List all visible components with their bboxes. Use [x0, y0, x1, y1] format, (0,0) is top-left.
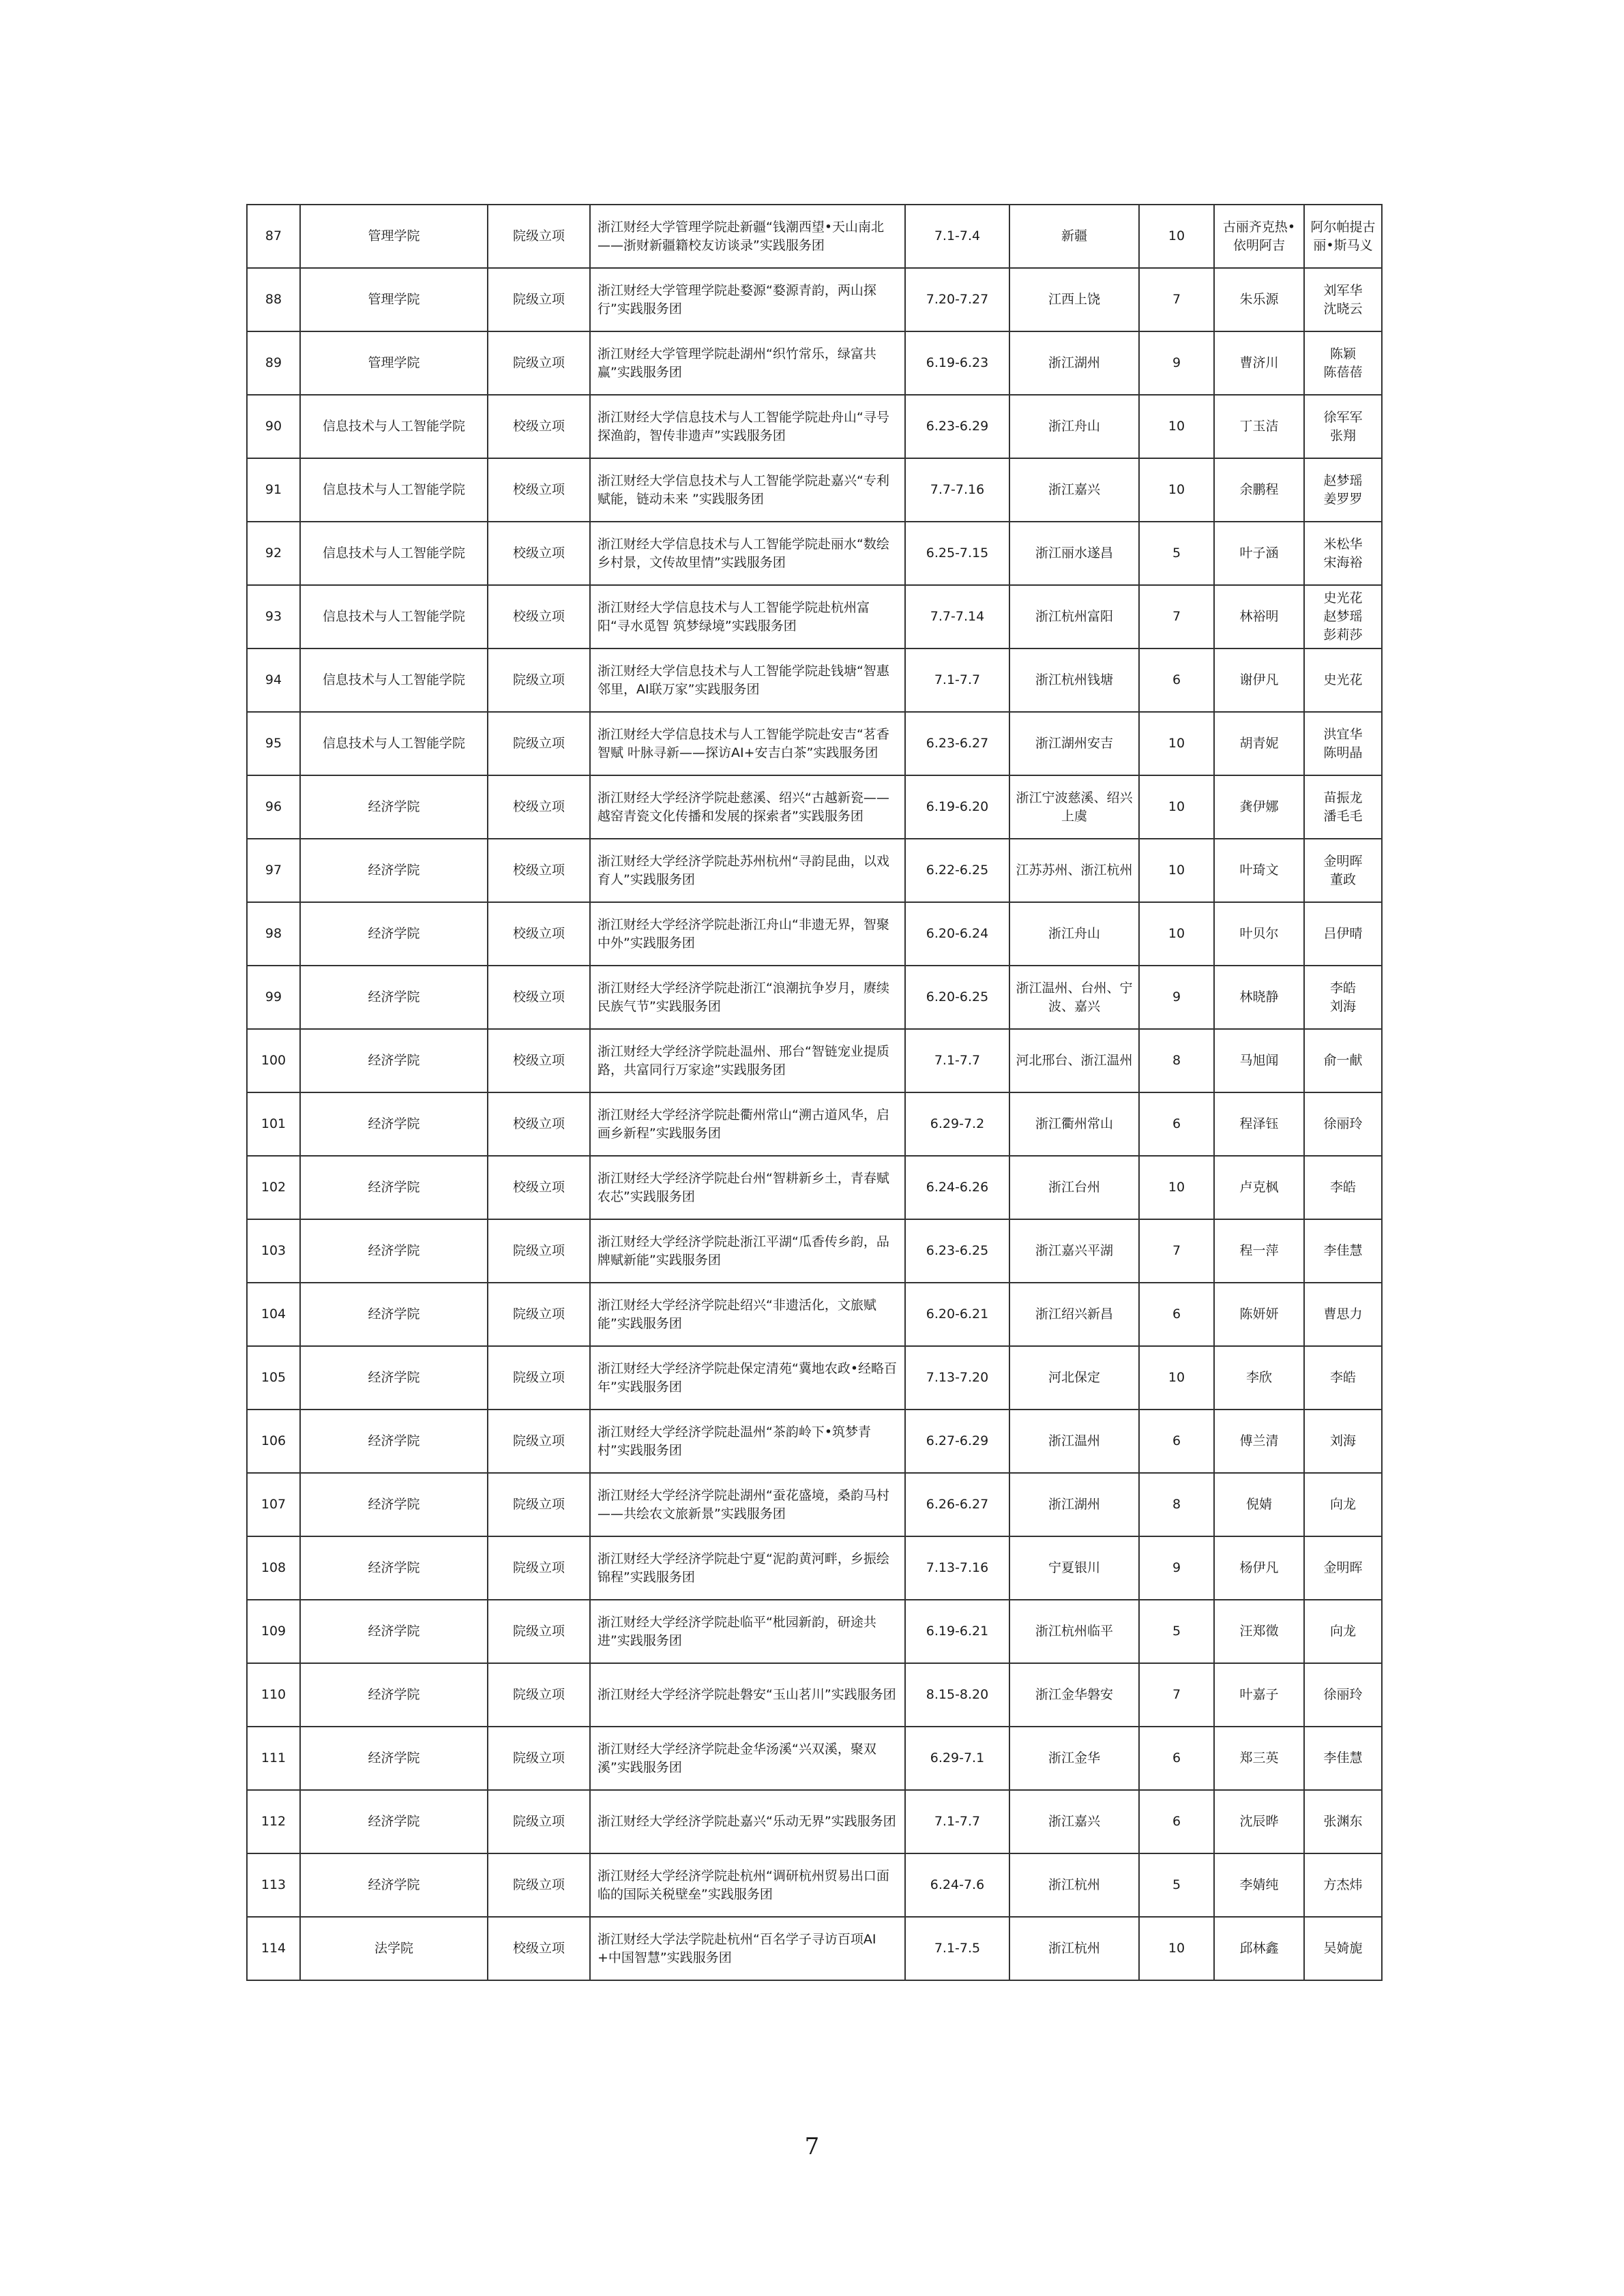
project-level-cell: 院级立项	[488, 1410, 590, 1473]
advisor-cell: 苗振龙 潘毛毛	[1304, 775, 1382, 839]
table-row	[247, 648, 1382, 712]
location-cell: 浙江杭州富阳	[1009, 585, 1139, 648]
member-count-cell: 5	[1139, 1853, 1214, 1917]
location-cell: 浙江衢州常山	[1009, 1092, 1139, 1156]
advisor-cell: 曹思力	[1304, 1283, 1382, 1346]
location-cell: 浙江嘉兴平湖	[1009, 1219, 1139, 1283]
member-count-cell: 10	[1139, 205, 1214, 268]
dates-cell: 6.23-6.27	[905, 712, 1009, 775]
table-row	[247, 1283, 1382, 1346]
project-level-cell: 院级立项	[488, 648, 590, 712]
dates-cell: 6.29-7.1	[905, 1727, 1009, 1790]
location-cell: 浙江绍兴新昌	[1009, 1283, 1139, 1346]
project-level-cell: 院级立项	[488, 1790, 590, 1853]
project-level-cell: 院级立项	[488, 1727, 590, 1790]
table-row	[247, 1029, 1382, 1092]
project-name-cell: 浙江财经大学经济学院赴苏州杭州“寻韵昆曲，以戏育人”实践服务团	[590, 839, 905, 902]
college-cell: 经济学院	[300, 1029, 488, 1092]
college-cell: 信息技术与人工智能学院	[300, 395, 488, 458]
member-count-cell: 10	[1139, 395, 1214, 458]
project-name-cell: 浙江财经大学经济学院赴湖州“蚕花盛境，桑韵马村——共绘农文旅新景”实践服务团	[590, 1473, 905, 1536]
location-cell: 江西上饶	[1009, 268, 1139, 331]
row-number-cell: 91	[247, 458, 300, 522]
dates-cell: 7.13-7.20	[905, 1346, 1009, 1410]
project-level-cell: 校级立项	[488, 775, 590, 839]
advisor-cell: 方杰炜	[1304, 1853, 1382, 1917]
project-level-cell: 院级立项	[488, 1663, 590, 1727]
table-row	[247, 1853, 1382, 1917]
college-cell: 经济学院	[300, 1727, 488, 1790]
member-count-cell: 6	[1139, 1410, 1214, 1473]
team-leader-cell: 叶琦文	[1214, 839, 1304, 902]
member-count-cell: 10	[1139, 839, 1214, 902]
dates-cell: 7.7-7.16	[905, 458, 1009, 522]
college-cell: 经济学院	[300, 1790, 488, 1853]
location-cell: 浙江舟山	[1009, 902, 1139, 966]
college-cell: 管理学院	[300, 331, 488, 395]
team-leader-cell: 汪郑徵	[1214, 1600, 1304, 1663]
advisor-cell: 刘军华 沈晓云	[1304, 268, 1382, 331]
project-level-cell: 院级立项	[488, 331, 590, 395]
location-cell: 宁夏银川	[1009, 1536, 1139, 1600]
location-cell: 浙江杭州	[1009, 1853, 1139, 1917]
team-leader-cell: 程泽钰	[1214, 1092, 1304, 1156]
team-leader-cell: 朱乐源	[1214, 268, 1304, 331]
team-leader-cell: 叶贝尔	[1214, 902, 1304, 966]
advisor-cell: 米松华 宋海裕	[1304, 522, 1382, 585]
team-leader-cell: 李欣	[1214, 1346, 1304, 1410]
team-leader-cell: 胡青妮	[1214, 712, 1304, 775]
advisor-cell: 金明晖 董政	[1304, 839, 1382, 902]
team-leader-cell: 卢克枫	[1214, 1156, 1304, 1219]
project-name-cell: 浙江财经大学经济学院赴温州、邢台“智链宠业提质路，共富同行万家途”实践服务团	[590, 1029, 905, 1092]
advisor-cell: 阿尔帕提古丽•斯马义	[1304, 205, 1382, 268]
table-row	[247, 1092, 1382, 1156]
project-name-cell: 浙江财经大学经济学院赴浙江舟山“非遗无界，智聚中外”实践服务团	[590, 902, 905, 966]
dates-cell: 6.22-6.25	[905, 839, 1009, 902]
project-name-cell: 浙江财经大学经济学院赴磐安“玉山茗川”实践服务团	[590, 1663, 905, 1727]
project-table	[246, 204, 1383, 1981]
row-number-cell: 105	[247, 1346, 300, 1410]
member-count-cell: 9	[1139, 1536, 1214, 1600]
table-row	[247, 1917, 1382, 1980]
row-number-cell: 92	[247, 522, 300, 585]
project-name-cell: 浙江财经大学经济学院赴温州“茶韵岭下•筑梦青村”实践服务团	[590, 1410, 905, 1473]
table-row	[247, 1600, 1382, 1663]
row-number-cell: 98	[247, 902, 300, 966]
row-number-cell: 96	[247, 775, 300, 839]
team-leader-cell: 叶嘉子	[1214, 1663, 1304, 1727]
college-cell: 经济学院	[300, 1410, 488, 1473]
team-leader-cell: 林裕明	[1214, 585, 1304, 648]
team-leader-cell: 古丽齐克热•依明阿吉	[1214, 205, 1304, 268]
dates-cell: 6.19-6.21	[905, 1600, 1009, 1663]
member-count-cell: 6	[1139, 1283, 1214, 1346]
dates-cell: 6.20-6.25	[905, 966, 1009, 1029]
row-number-cell: 106	[247, 1410, 300, 1473]
project-name-cell: 浙江财经大学经济学院赴绍兴“非遗活化，文旅赋能”实践服务团	[590, 1283, 905, 1346]
project-level-cell: 校级立项	[488, 395, 590, 458]
member-count-cell: 5	[1139, 1600, 1214, 1663]
member-count-cell: 6	[1139, 1092, 1214, 1156]
team-leader-cell: 丁玉洁	[1214, 395, 1304, 458]
project-level-cell: 院级立项	[488, 268, 590, 331]
team-leader-cell: 杨伊凡	[1214, 1536, 1304, 1600]
college-cell: 经济学院	[300, 1600, 488, 1663]
team-leader-cell: 邱林鑫	[1214, 1917, 1304, 1980]
team-leader-cell: 叶子涵	[1214, 522, 1304, 585]
location-cell: 浙江杭州	[1009, 1917, 1139, 1980]
project-level-cell: 院级立项	[488, 712, 590, 775]
advisor-cell: 赵梦瑶 姜罗罗	[1304, 458, 1382, 522]
college-cell: 信息技术与人工智能学院	[300, 522, 488, 585]
location-cell: 浙江湖州	[1009, 1473, 1139, 1536]
table-row	[247, 522, 1382, 585]
college-cell: 信息技术与人工智能学院	[300, 648, 488, 712]
advisor-cell: 吴婍旎	[1304, 1917, 1382, 1980]
project-level-cell: 校级立项	[488, 1092, 590, 1156]
table-row	[247, 839, 1382, 902]
project-name-cell: 浙江财经大学信息技术与人工智能学院赴舟山“寻号探渔韵，智传非遗声”实践服务团	[590, 395, 905, 458]
project-name-cell: 浙江财经大学经济学院赴临平“枇园新韵，研途共进”实践服务团	[590, 1600, 905, 1663]
dates-cell: 6.25-7.15	[905, 522, 1009, 585]
location-cell: 浙江金华磐安	[1009, 1663, 1139, 1727]
advisor-cell: 李皓 刘海	[1304, 966, 1382, 1029]
project-level-cell: 院级立项	[488, 1219, 590, 1283]
project-name-cell: 浙江财经大学管理学院赴湖州“织竹常乐，绿富共赢”实践服务团	[590, 331, 905, 395]
advisor-cell: 张渊东	[1304, 1790, 1382, 1853]
project-name-cell: 浙江财经大学经济学院赴衢州常山“溯古道风华，启画乡新程”实践服务团	[590, 1092, 905, 1156]
project-level-cell: 校级立项	[488, 585, 590, 648]
dates-cell: 6.19-6.20	[905, 775, 1009, 839]
member-count-cell: 10	[1139, 1156, 1214, 1219]
college-cell: 管理学院	[300, 205, 488, 268]
project-name-cell: 浙江财经大学法学院赴杭州“百名学子寻访百项AI+中国智慧”实践服务团	[590, 1917, 905, 1980]
advisor-cell: 洪宜华 陈明晶	[1304, 712, 1382, 775]
project-level-cell: 院级立项	[488, 205, 590, 268]
location-cell: 浙江台州	[1009, 1156, 1139, 1219]
location-cell: 浙江宁波慈溪、绍兴上虞	[1009, 775, 1139, 839]
team-leader-cell: 傅兰清	[1214, 1410, 1304, 1473]
row-number-cell: 107	[247, 1473, 300, 1536]
member-count-cell: 10	[1139, 712, 1214, 775]
dates-cell: 7.1-7.4	[905, 205, 1009, 268]
advisor-cell: 李佳慧	[1304, 1727, 1382, 1790]
dates-cell: 6.27-6.29	[905, 1410, 1009, 1473]
advisor-cell: 徐丽玲	[1304, 1663, 1382, 1727]
project-level-cell: 校级立项	[488, 902, 590, 966]
team-leader-cell: 曹济川	[1214, 331, 1304, 395]
college-cell: 经济学院	[300, 1283, 488, 1346]
project-name-cell: 浙江财经大学经济学院赴宁夏“泥韵黄河畔，乡振绘锦程”实践服务团	[590, 1536, 905, 1600]
dates-cell: 6.23-6.25	[905, 1219, 1009, 1283]
college-cell: 信息技术与人工智能学院	[300, 458, 488, 522]
location-cell: 浙江温州	[1009, 1410, 1139, 1473]
advisor-cell: 徐丽玲	[1304, 1092, 1382, 1156]
row-number-cell: 93	[247, 585, 300, 648]
table-row	[247, 1219, 1382, 1283]
college-cell: 经济学院	[300, 1092, 488, 1156]
project-name-cell: 浙江财经大学信息技术与人工智能学院赴钱塘“智惠邻里，AI联万家”实践服务团	[590, 648, 905, 712]
member-count-cell: 7	[1139, 268, 1214, 331]
row-number-cell: 90	[247, 395, 300, 458]
project-level-cell: 校级立项	[488, 839, 590, 902]
location-cell: 浙江湖州安吉	[1009, 712, 1139, 775]
project-name-cell: 浙江财经大学经济学院赴慈溪、绍兴“古越新瓷——越窑青瓷文化传播和发展的探索者”实践服务团	[590, 775, 905, 839]
table-row	[247, 1790, 1382, 1853]
location-cell: 浙江湖州	[1009, 331, 1139, 395]
member-count-cell: 8	[1139, 1029, 1214, 1092]
dates-cell: 7.20-7.27	[905, 268, 1009, 331]
member-count-cell: 10	[1139, 458, 1214, 522]
college-cell: 经济学院	[300, 1473, 488, 1536]
table-row	[247, 902, 1382, 966]
dates-cell: 7.1-7.7	[905, 1029, 1009, 1092]
project-name-cell: 浙江财经大学信息技术与人工智能学院赴杭州富阳“寻水觅智 筑梦绿境”实践服务团	[590, 585, 905, 648]
dates-cell: 6.24-7.6	[905, 1853, 1009, 1917]
table-row	[247, 1346, 1382, 1410]
row-number-cell: 112	[247, 1790, 300, 1853]
dates-cell: 7.1-7.5	[905, 1917, 1009, 1980]
table-row	[247, 1727, 1382, 1790]
team-leader-cell: 郑三英	[1214, 1727, 1304, 1790]
location-cell: 浙江嘉兴	[1009, 458, 1139, 522]
location-cell: 河北邢台、浙江温州	[1009, 1029, 1139, 1092]
project-name-cell: 浙江财经大学管理学院赴婺源“婺源青韵，两山探行”实践服务团	[590, 268, 905, 331]
member-count-cell: 9	[1139, 966, 1214, 1029]
dates-cell: 6.20-6.21	[905, 1283, 1009, 1346]
table-row	[247, 458, 1382, 522]
project-name-cell: 浙江财经大学经济学院赴金华汤溪“兴双溪，聚双溪”实践服务团	[590, 1727, 905, 1790]
row-number-cell: 113	[247, 1853, 300, 1917]
page-number: 7	[804, 2133, 820, 2160]
dates-cell: 8.15-8.20	[905, 1663, 1009, 1727]
advisor-cell: 向龙	[1304, 1600, 1382, 1663]
dates-cell: 6.24-6.26	[905, 1156, 1009, 1219]
table-row	[247, 1473, 1382, 1536]
table-row	[247, 1156, 1382, 1219]
dates-cell: 6.19-6.23	[905, 331, 1009, 395]
advisor-cell: 金明晖	[1304, 1536, 1382, 1600]
project-name-cell: 浙江财经大学信息技术与人工智能学院赴嘉兴“专利赋能，链动未来 ”实践服务团	[590, 458, 905, 522]
team-leader-cell: 李婧纯	[1214, 1853, 1304, 1917]
location-cell: 江苏苏州、浙江杭州	[1009, 839, 1139, 902]
project-level-cell: 校级立项	[488, 458, 590, 522]
row-number-cell: 87	[247, 205, 300, 268]
project-name-cell: 浙江财经大学信息技术与人工智能学院赴丽水“数绘乡村景，文传故里情”实践服务团	[590, 522, 905, 585]
project-name-cell: 浙江财经大学管理学院赴新疆“钱潮西望•天山南北——浙财新疆籍校友访谈录”实践服务团	[590, 205, 905, 268]
project-level-cell: 校级立项	[488, 522, 590, 585]
row-number-cell: 108	[247, 1536, 300, 1600]
member-count-cell: 10	[1139, 1346, 1214, 1410]
advisor-cell: 李皓	[1304, 1156, 1382, 1219]
member-count-cell: 10	[1139, 775, 1214, 839]
project-level-cell: 院级立项	[488, 1853, 590, 1917]
team-leader-cell: 沈辰晔	[1214, 1790, 1304, 1853]
project-name-cell: 浙江财经大学经济学院赴浙江“浪潮抗争岁月，赓续民族气节”实践服务团	[590, 966, 905, 1029]
location-cell: 浙江杭州钱塘	[1009, 648, 1139, 712]
table-row	[247, 712, 1382, 775]
location-cell: 新疆	[1009, 205, 1139, 268]
member-count-cell: 5	[1139, 522, 1214, 585]
advisor-cell: 刘海	[1304, 1410, 1382, 1473]
advisor-cell: 吕伊晴	[1304, 902, 1382, 966]
location-cell: 浙江舟山	[1009, 395, 1139, 458]
row-number-cell: 95	[247, 712, 300, 775]
team-leader-cell: 谢伊凡	[1214, 648, 1304, 712]
member-count-cell: 9	[1139, 331, 1214, 395]
advisor-cell: 李皓	[1304, 1346, 1382, 1410]
table-row	[247, 1536, 1382, 1600]
project-level-cell: 院级立项	[488, 1283, 590, 1346]
project-name-cell: 浙江财经大学经济学院赴浙江平湖“瓜香传乡韵，品牌赋新能”实践服务团	[590, 1219, 905, 1283]
row-number-cell: 104	[247, 1283, 300, 1346]
college-cell: 经济学院	[300, 839, 488, 902]
dates-cell: 6.20-6.24	[905, 902, 1009, 966]
table-row	[247, 775, 1382, 839]
team-leader-cell: 余鹏程	[1214, 458, 1304, 522]
college-cell: 经济学院	[300, 1663, 488, 1727]
row-number-cell: 110	[247, 1663, 300, 1727]
project-level-cell: 校级立项	[488, 1917, 590, 1980]
college-cell: 经济学院	[300, 1346, 488, 1410]
project-name-cell: 浙江财经大学经济学院赴台州“智耕新乡土，青春赋农芯”实践服务团	[590, 1156, 905, 1219]
college-cell: 信息技术与人工智能学院	[300, 712, 488, 775]
row-number-cell: 111	[247, 1727, 300, 1790]
team-leader-cell: 马旭闻	[1214, 1029, 1304, 1092]
college-cell: 经济学院	[300, 775, 488, 839]
advisor-cell: 史光花 赵梦瑶 彭莉莎	[1304, 585, 1382, 648]
project-name-cell: 浙江财经大学信息技术与人工智能学院赴安吉“茗香智赋 叶脉寻新——探访AI+安吉白茶”实践服务团	[590, 712, 905, 775]
team-leader-cell: 林晓静	[1214, 966, 1304, 1029]
member-count-cell: 6	[1139, 648, 1214, 712]
member-count-cell: 8	[1139, 1473, 1214, 1536]
advisor-cell: 俞一献	[1304, 1029, 1382, 1092]
project-name-cell: 浙江财经大学经济学院赴杭州“调研杭州贸易出口面临的国际关税壁垒”实践服务团	[590, 1853, 905, 1917]
college-cell: 经济学院	[300, 1156, 488, 1219]
table-row	[247, 205, 1382, 268]
college-cell: 信息技术与人工智能学院	[300, 585, 488, 648]
member-count-cell: 10	[1139, 902, 1214, 966]
dates-cell: 6.26-6.27	[905, 1473, 1009, 1536]
team-leader-cell: 倪婧	[1214, 1473, 1304, 1536]
team-leader-cell: 程一萍	[1214, 1219, 1304, 1283]
table-row	[247, 331, 1382, 395]
table-row	[247, 268, 1382, 331]
row-number-cell: 89	[247, 331, 300, 395]
college-cell: 管理学院	[300, 268, 488, 331]
dates-cell: 7.1-7.7	[905, 648, 1009, 712]
row-number-cell: 94	[247, 648, 300, 712]
location-cell: 浙江温州、台州、宁波、嘉兴	[1009, 966, 1139, 1029]
dates-cell: 6.29-7.2	[905, 1092, 1009, 1156]
row-number-cell: 97	[247, 839, 300, 902]
table-row	[247, 1410, 1382, 1473]
project-level-cell: 院级立项	[488, 1600, 590, 1663]
row-number-cell: 88	[247, 268, 300, 331]
project-level-cell: 院级立项	[488, 1346, 590, 1410]
table-row	[247, 1663, 1382, 1727]
row-number-cell: 100	[247, 1029, 300, 1092]
location-cell: 浙江金华	[1009, 1727, 1139, 1790]
row-number-cell: 102	[247, 1156, 300, 1219]
college-cell: 经济学院	[300, 1536, 488, 1600]
advisor-cell: 史光花	[1304, 648, 1382, 712]
table-row	[247, 966, 1382, 1029]
member-count-cell: 6	[1139, 1727, 1214, 1790]
member-count-cell: 6	[1139, 1790, 1214, 1853]
member-count-cell: 10	[1139, 1917, 1214, 1980]
college-cell: 经济学院	[300, 1219, 488, 1283]
college-cell: 经济学院	[300, 1853, 488, 1917]
member-count-cell: 7	[1139, 585, 1214, 648]
location-cell: 浙江嘉兴	[1009, 1790, 1139, 1853]
college-cell: 经济学院	[300, 966, 488, 1029]
team-leader-cell: 陈妍妍	[1214, 1283, 1304, 1346]
project-level-cell: 院级立项	[488, 1536, 590, 1600]
project-name-cell: 浙江财经大学经济学院赴保定清苑“冀地农政•经略百年”实践服务团	[590, 1346, 905, 1410]
advisor-cell: 徐军军 张翔	[1304, 395, 1382, 458]
advisor-cell: 向龙	[1304, 1473, 1382, 1536]
dates-cell: 7.7-7.14	[905, 585, 1009, 648]
advisor-cell: 陈颖 陈蓓蓓	[1304, 331, 1382, 395]
location-cell: 浙江丽水遂昌	[1009, 522, 1139, 585]
row-number-cell: 109	[247, 1600, 300, 1663]
member-count-cell: 7	[1139, 1219, 1214, 1283]
row-number-cell: 103	[247, 1219, 300, 1283]
project-level-cell: 校级立项	[488, 966, 590, 1029]
row-number-cell: 101	[247, 1092, 300, 1156]
college-cell: 经济学院	[300, 902, 488, 966]
table-row	[247, 585, 1382, 648]
member-count-cell: 7	[1139, 1663, 1214, 1727]
dates-cell: 7.13-7.16	[905, 1536, 1009, 1600]
dates-cell: 6.23-6.29	[905, 395, 1009, 458]
project-name-cell: 浙江财经大学经济学院赴嘉兴“乐动无界”实践服务团	[590, 1790, 905, 1853]
dates-cell: 7.1-7.7	[905, 1790, 1009, 1853]
college-cell: 法学院	[300, 1917, 488, 1980]
row-number-cell: 114	[247, 1917, 300, 1980]
project-level-cell: 校级立项	[488, 1156, 590, 1219]
advisor-cell: 李佳慧	[1304, 1219, 1382, 1283]
project-level-cell: 院级立项	[488, 1473, 590, 1536]
project-level-cell: 校级立项	[488, 1029, 590, 1092]
row-number-cell: 99	[247, 966, 300, 1029]
team-leader-cell: 龚伊娜	[1214, 775, 1304, 839]
table-row	[247, 395, 1382, 458]
location-cell: 浙江杭州临平	[1009, 1600, 1139, 1663]
location-cell: 河北保定	[1009, 1346, 1139, 1410]
